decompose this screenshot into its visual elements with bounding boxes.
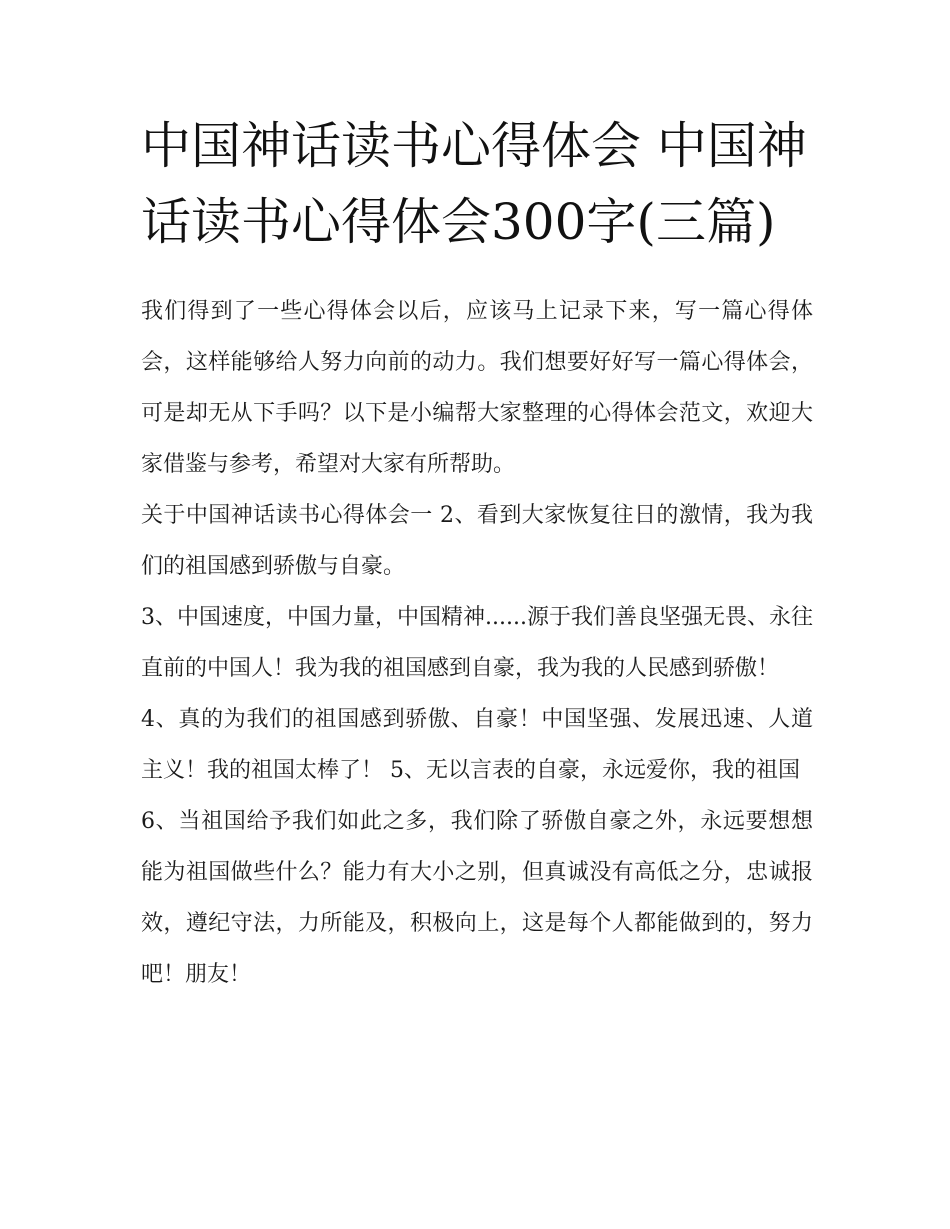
paragraph-point-6: 6、当祖国给予我们如此之多，我们除了骄傲自豪之外，永远要想想能为祖国做些什么？能力有大小之别，但真诚没有高低之分，忠诚报效，遵纪守法，力所能及，积极向上，这是每个人都能做到的，努力吧！朋友！ (141, 809, 813, 987)
intro-paragraph: 我们得到了一些心得体会以后，应该马上记录下来，写一篇心得体会，这样能够给人努力向前的动力。我们想要好好写一篇心得体会，可是却无从下手吗？以下是小编帮大家整理的心得体会范文，欢迎大家借鉴与参考，希望对大家有所帮助。 (141, 299, 813, 477)
paragraph-point-3: 3、中国速度，中国力量，中国精神......源于我们善良坚强无畏、永往直前的中国人！我为我的祖国感到自豪，我为我的人民感到骄傲！ (141, 605, 813, 681)
document-body (141, 108, 813, 1000)
document-title: 中国神话读书心得体会 中国神话读书心得体会300字(三篇) (141, 117, 807, 251)
paragraph-section-one: 关于中国神话读书心得体会一 2、看到大家恢复往日的激情，我为我们的祖国感到骄傲与自豪。 (141, 503, 813, 579)
paragraph-point-4-5: 4、真的为我们的祖国感到骄傲、自豪！中国坚强、发展迅速、人道主义！我的祖国太棒了！ 5、无以言表的自豪，永远爱你，我的祖国 (141, 707, 813, 783)
